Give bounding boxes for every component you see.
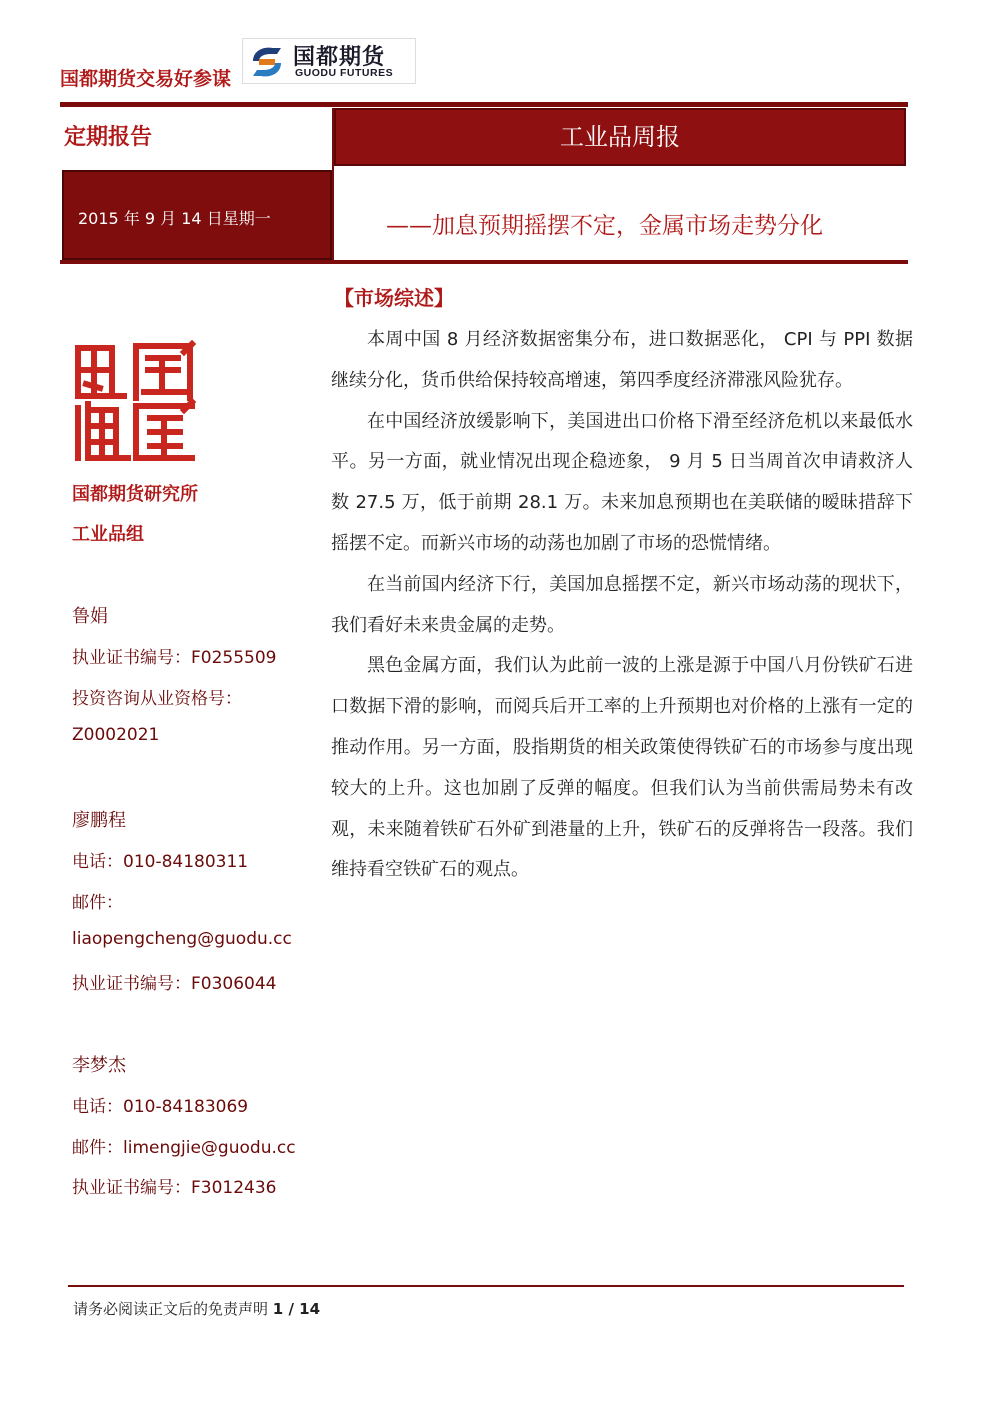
disclaimer-text: 请务必阅读正文后的免责声明 xyxy=(73,1300,269,1318)
market-summary-body xyxy=(331,320,913,891)
paragraph: 在中国经济放缓影响下，美国进出口价格下滑至经济危机以来最低水平。另一方面，就业情况出现企稳迹象， 9 月 5 日当周首次申请救济人数 27.5 万，低于前期 28.1 万。未来加息预期也在美联储的暧昧措辞下摇摆不定。而新兴市场的动荡也加剧了市场的恐慌情绪。 xyxy=(331,410,913,554)
seal-stamp-icon xyxy=(72,340,198,464)
analyst-invest-label: 投资咨询从业资格号： xyxy=(72,689,242,709)
analyst-name: 李梦杰 xyxy=(72,1055,126,1076)
report-title: 工业品周报 xyxy=(560,123,680,151)
report-subtitle: ——加息预期摇摆不定，金属市场走势分化 xyxy=(386,213,823,239)
analyst-cert: 执业证书编号：F0255509 xyxy=(72,648,277,668)
analyst-email-link[interactable]: 邮件：limengjie@guodu.cc xyxy=(72,1138,296,1158)
paragraph: 黑色金属方面，我们认为此前一波的上涨是源于中国八月份铁矿石进口数据下滑的影响，而阅兵后开工率的上升预期也对价格的上涨有一定的推动作用。另一方面，股指期货的相关政策使得铁矿石的市场参与度出现较大的上升。这也加剧了反弹的幅度。但我们认为当前供需局势未有改观，未来随着铁矿石外矿到港量的上升，铁矿石的反弹将告一段落。我们维持看空铁矿石的观点。 xyxy=(331,655,913,881)
header-bottom-rule xyxy=(60,260,908,264)
footer-rule xyxy=(68,1285,904,1287)
page-number: 1 / 14 xyxy=(272,1300,321,1318)
date-box xyxy=(62,170,332,260)
company-logo[interactable] xyxy=(242,38,416,84)
paragraph: 本周中国 8 月经济数据密集分布，进口数据恶化， CPI 与 PPI 数据继续分化，货币供给保持较高增速，第四季度经济滞涨风险犹存。 xyxy=(331,329,913,391)
analyst-cert: 执业证书编号：F3012436 xyxy=(72,1178,277,1198)
report-date: 2015 年 9 月 14 日星期一 xyxy=(78,209,271,228)
footer xyxy=(73,1298,320,1319)
header-top-rule xyxy=(60,102,908,107)
logo-chinese-text: 国都期货 xyxy=(293,45,386,70)
analyst-phone: 电话：010-84183069 xyxy=(72,1097,249,1117)
analyst-email-link[interactable]: liaopengcheng@guodu.cc xyxy=(72,929,292,949)
header-divider xyxy=(332,108,334,264)
analyst-invest-no: Z0002021 xyxy=(72,725,160,745)
analyst-email-label: 邮件： xyxy=(72,893,123,913)
paragraph: 在当前国内经济下行，美国加息摇摆不定，新兴市场动荡的现状下，我们看好未来贵金属的走势。 xyxy=(331,573,913,636)
analyst-cert: 执业证书编号：F0306044 xyxy=(72,974,277,994)
logo-mark-icon xyxy=(247,43,287,81)
analyst-name: 廖鹏程 xyxy=(72,810,126,831)
slogan: 国都期货交易好参谋 xyxy=(60,68,232,90)
analyst-name: 鲁娟 xyxy=(72,606,108,627)
section-title: 【市场综述】 xyxy=(334,286,454,310)
group-name: 工业品组 xyxy=(72,524,144,545)
analyst-phone: 电话：010-84180311 xyxy=(72,852,249,872)
institute-name: 国都期货研究所 xyxy=(72,484,198,505)
report-type-label: 定期报告 xyxy=(64,125,153,150)
logo-english-text: GUODU FUTURES xyxy=(295,67,394,79)
report-title-box xyxy=(334,108,906,166)
